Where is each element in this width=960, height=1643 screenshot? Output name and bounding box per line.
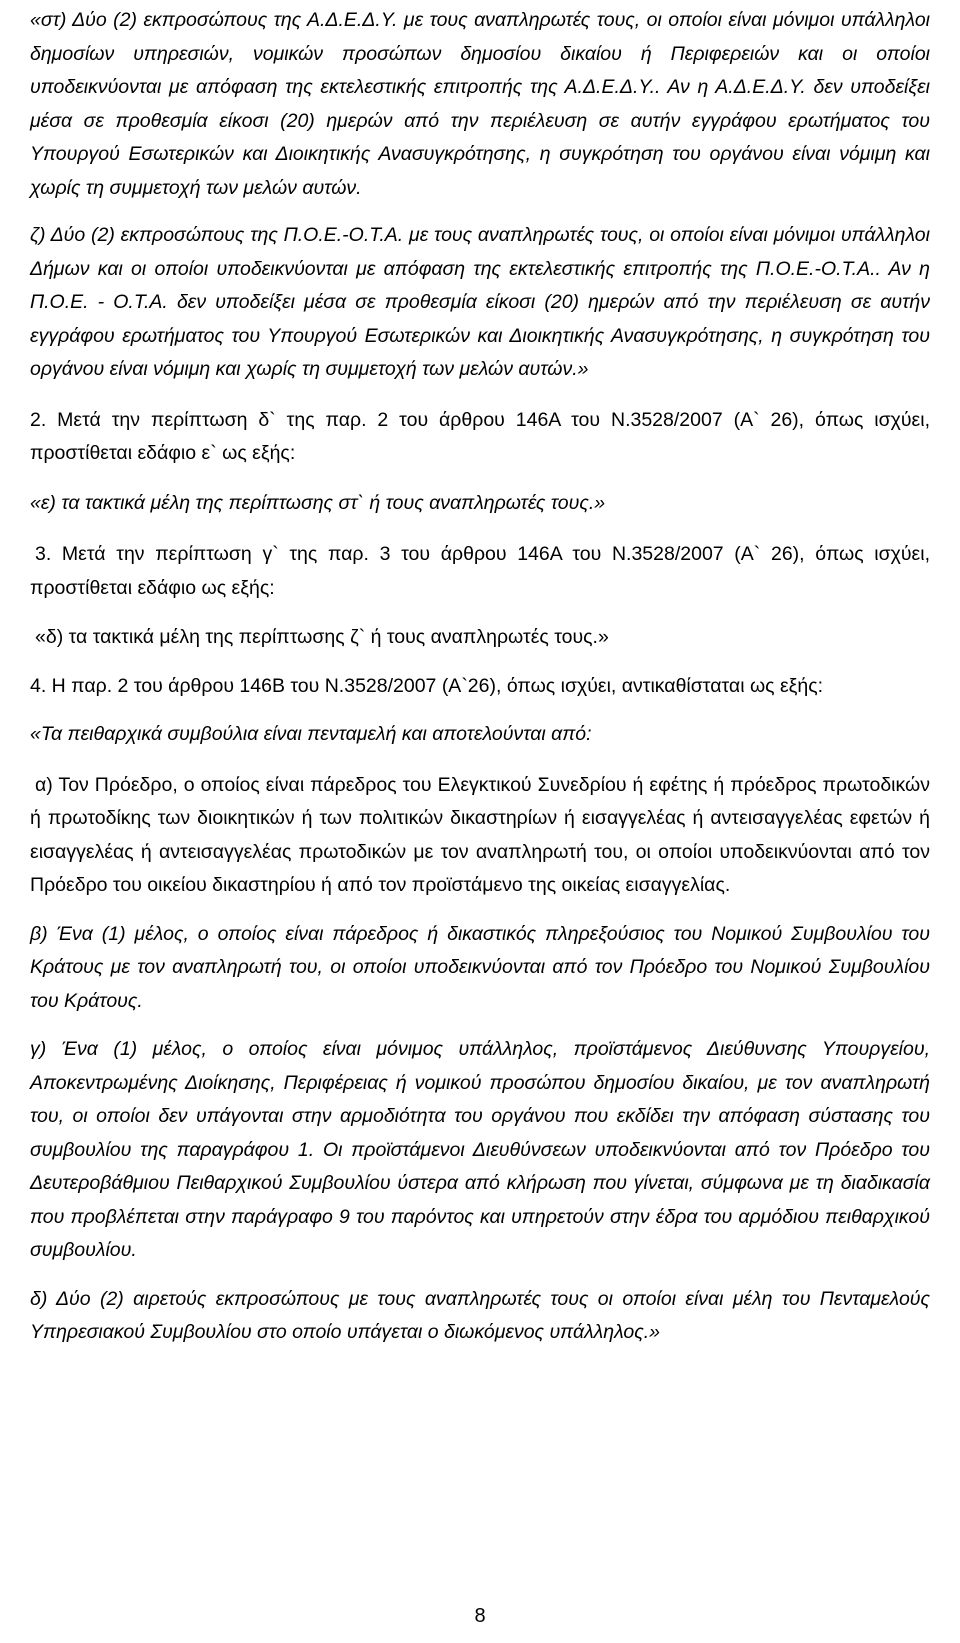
paragraph-z: ζ) Δύο (2) εκπροσώπους της Π.Ο.Ε.-Ο.Τ.Α. με τους αναπληρωτές τους, οι οποίοι είναι μόνιμοι υπάλληλοι Δήμων και οι οποίοι υποδεικνύονται με απόφαση της εκτελεστικής επιτροπής της Π.Ο.Ε.-Ο.Τ.Α.. Αν η Π.Ο.Ε. - Ο.Τ.Α. δεν υποδείξει μέσα σε προθεσμία είκοσι (20) ημερών από την περιέλευση σε αυτήν εγγράφου ερωτήματος του Υπουργού Εσωτερικών και Διοικητικής Ανασυγκρότησης, η συγκρότηση του οργάνου είναι νόμιμη και χωρίς τη συμμετοχή των μελών αυτών.»	[30, 224, 930, 380]
page-number: 8	[474, 1605, 486, 1627]
paragraph-e: «ε) τα τακτικά μέλη της περίπτωσης στ` ή τους αναπληρωτές τους.»	[30, 491, 606, 514]
paragraph-b: β) Ένα (1) μέλος, ο οποίος είναι πάρεδρος ή δικαστικός πληρεξούσιος του Νομικού Συμβουλίου του Κράτους με τον αναπληρωτή του, οι οποίοι υποδεικνύονται από τον Πρόεδρο του Νομικού Συμβουλίου του Κράτους.	[30, 922, 930, 1012]
document-page	[30, 0, 930, 1350]
paragraph-disciplinary-intro: «Τα πειθαρχικά συμβούλια είναι πενταμελή και αποτελούνται από:	[30, 723, 592, 745]
paragraph-d-item-3: «δ) τα τακτικά μέλη της περίπτωσης ζ` ή τους αναπληρωτές τους.»	[35, 626, 609, 648]
paragraph-item-3: 3. Μετά την περίπτωση γ` της παρ. 3 του άρθρου 146Α του Ν.3528/2007 (Α` 26), όπως ισχύει, προστίθεται εδάφιο ως εξής:	[30, 543, 930, 599]
paragraph-d: δ) Δύο (2) αιρετούς εκπροσώπους με τους αναπληρωτές τους οι οποίοι είναι μέλη του Πενταμελούς Υπηρεσιακού Συμβουλίου στο οποίο υπάγεται ο διωκόμενος υπάλληλος.»	[30, 1287, 930, 1343]
paragraph-item-2: 2. Μετά την περίπτωση δ` της παρ. 2 του άρθρου 146Α του Ν.3528/2007 (Α` 26), όπως ισχύει, προστίθεται εδάφιο ε` ως εξής:	[30, 408, 930, 464]
paragraph-item-4: 4. Η παρ. 2 του άρθρου 146Β του Ν.3528/2007 (Α`26), όπως ισχύει, αντικαθίσταται ως εξής:	[30, 674, 824, 697]
paragraph-g: γ) Ένα (1) μέλος, ο οποίος είναι μόνιμος υπάλληλος, προϊστάμενος Διεύθυνσης Υπουργείου, Αποκεντρωμένης Διοίκησης, Περιφέρειας ή νομικού προσώπου δημοσίου δικαίου, με τον αναπληρωτή του, οι οποίοι δεν υπάγονται στην αρμοδιότητα του οργάνου που εκδίδει την απόφαση σύστασης του συμβουλίου της παραγράφου 1. Οι προϊστάμενοι Διευθύνσεων υποδεικνύονται από τον Πρόεδρο του Δευτεροβάθμιου Πειθαρχικού Συμβουλίου ύστερα από κλήρωση που γίνεται, σύμφωνα με τη διαδικασία που προβλέπεται στην παράγραφο 9 του παρόντος και υπηρετούν στην έδρα του αρμόδιου πειθαρχικού συμβουλίου.	[30, 1038, 930, 1261]
paragraph-a: α) Τον Πρόεδρο, ο οποίος είναι πάρεδρος του Ελεγκτικού Συνεδρίου ή εφέτης ή πρόεδρος πρωτοδικών ή πρωτοδίκης των διοικητικών ή των πολιτικών δικαστηρίων ή εισαγγελέας ή αντεισαγγελέας εφετών ή εισαγγελέας ή αντεισαγγελέας πρωτοδικών με τον αναπληρωτή του, οι οποίοι υποδεικνύονται από τον Πρόεδρο του οικείου δικαστηρίου ή από τον προϊστάμενο της οικείας εισαγγελίας.	[30, 773, 930, 896]
paragraph-st: «στ) Δύο (2) εκπροσώπους της Α.Δ.Ε.Δ.Υ. με τους αναπληρωτές τους, οι οποίοι είναι μόνιμοι υπάλληλοι δημοσίων υπηρεσιών, νομικών προσώπων δημοσίου δικαίου ή Περιφερειών και οι οποίοι υποδεικνύονται με απόφαση της εκτελεστικής επιτροπής της Α.Δ.Ε.Δ.Υ.. Αν η Α.Δ.Ε.Δ.Υ. δεν υποδείξει μέσα σε προθεσμία είκοσι (20) ημερών από την περιέλευση σε αυτήν εγγράφου ερωτήματος του Υπουργού Εσωτερικών και Διοικητικής Ανασυγκρότησης, η συγκρότηση του οργάνου είναι νόμιμη και χωρίς τη συμμετοχή των μελών αυτών.	[30, 9, 930, 199]
